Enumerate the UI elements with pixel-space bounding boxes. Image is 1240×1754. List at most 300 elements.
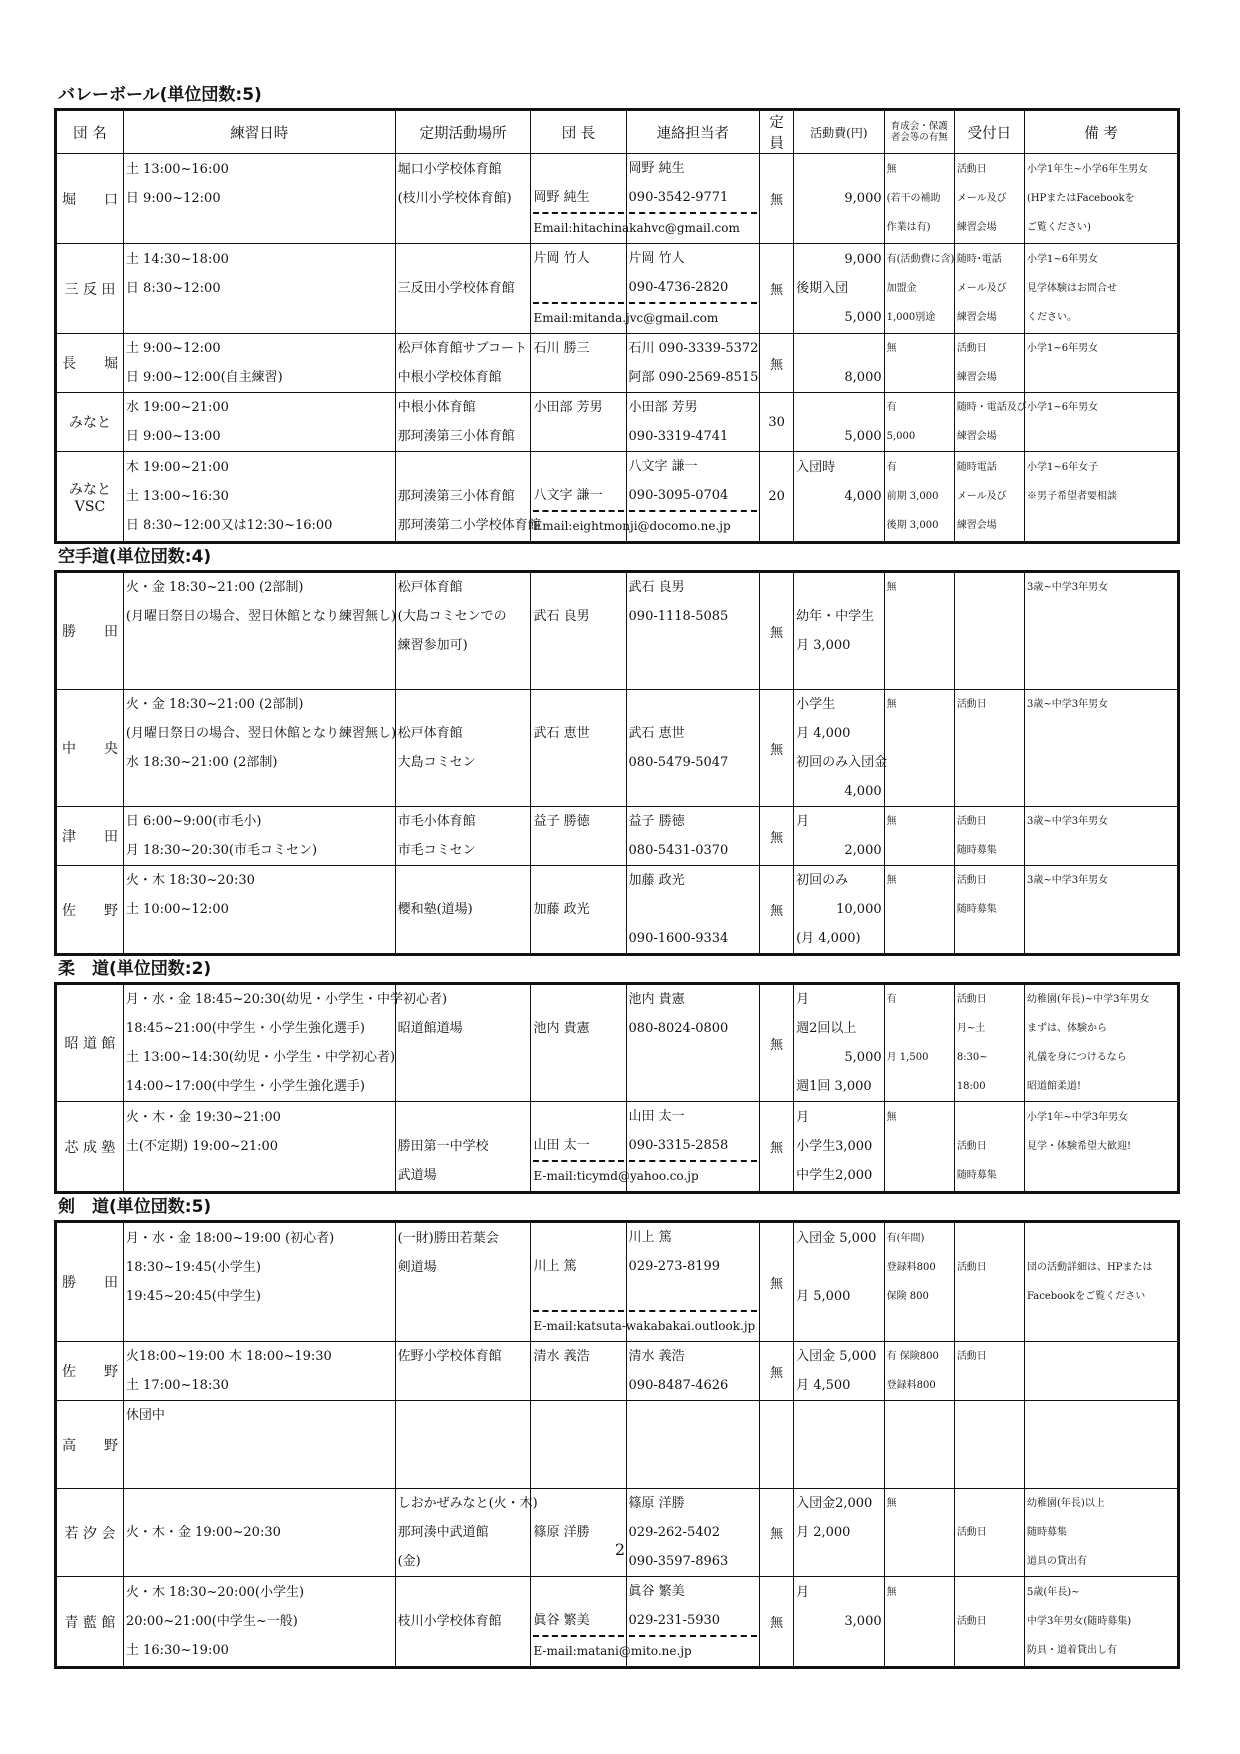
cell-line: 礼儀を身につけるなら bbox=[1027, 1052, 1127, 1063]
cell-line: 水 18:30~21:00 (2部制) bbox=[125, 755, 278, 770]
cell-line: 14:00~17:00(中学生・小学生強化選手) bbox=[125, 1079, 365, 1094]
cell-line: 後期 3,000 bbox=[886, 520, 939, 531]
cell-line: 090-4736-2820 bbox=[629, 273, 758, 304]
cell-schedule bbox=[123, 572, 395, 690]
cell-line bbox=[1027, 1430, 1175, 1459]
cell-line bbox=[398, 1578, 529, 1607]
cell-line: 有 bbox=[886, 402, 897, 413]
cell-line bbox=[887, 1014, 952, 1043]
cell-schedule bbox=[123, 690, 395, 807]
cell-line: 029-273-8199 bbox=[628, 1259, 721, 1274]
cell-place bbox=[395, 244, 531, 334]
cell-line: 有(年間) bbox=[886, 1233, 925, 1244]
cell-line bbox=[1027, 719, 1175, 748]
cell-line: 20:00~21:00(中学生~一般) bbox=[125, 1614, 298, 1629]
cell-line: 10,000 bbox=[836, 902, 882, 917]
cell-line: 土(不定期) 19:00~21:00 bbox=[125, 1139, 279, 1154]
cell-reception bbox=[954, 244, 1024, 334]
cell-line bbox=[629, 1281, 758, 1312]
header-cell: 定員 bbox=[760, 110, 794, 154]
cell-line bbox=[398, 1401, 529, 1430]
cell-line: 3,000 bbox=[844, 1614, 882, 1629]
cell-assoc bbox=[884, 1102, 954, 1193]
cell-notes bbox=[1025, 452, 1179, 543]
cell-line: 随時募集 bbox=[956, 1170, 997, 1181]
cell-line: 幼稚園(年長)~中学3年男女 bbox=[1027, 994, 1150, 1005]
cell-reception bbox=[954, 866, 1024, 955]
cell-line: 随時･電話 bbox=[956, 254, 1002, 265]
cell-line: 無 bbox=[886, 699, 897, 710]
cell-line bbox=[533, 1637, 692, 1666]
cell-line bbox=[796, 573, 882, 602]
cell-line: 防具・道着貸出し有 bbox=[1027, 1645, 1117, 1656]
cell-name: 佐 野 bbox=[56, 1342, 124, 1401]
email-text: E-mail:matani@mito.ne.jp bbox=[533, 1644, 692, 1658]
cell-line bbox=[1027, 777, 1175, 806]
cell-assoc bbox=[884, 572, 954, 690]
cell-line bbox=[126, 303, 393, 332]
cell-line: 月 bbox=[796, 1585, 810, 1600]
cell-capacity: 無 bbox=[760, 1577, 794, 1668]
cell-line: 剣道場 bbox=[397, 1260, 437, 1275]
cell-line bbox=[533, 452, 623, 481]
cell-place bbox=[395, 452, 541, 543]
cell-line: 無 bbox=[886, 343, 897, 354]
cell-name: 昭 道 館 bbox=[56, 984, 124, 1102]
cell-line bbox=[957, 1103, 1022, 1132]
cell-line: 週2回以上 bbox=[796, 1021, 857, 1036]
cell-line bbox=[398, 660, 529, 689]
cell-line bbox=[629, 1459, 758, 1488]
cell-line bbox=[887, 1636, 952, 1665]
cell-line: (一財)勝田若葉会 bbox=[397, 1231, 499, 1246]
cell-line: (金) bbox=[397, 1554, 421, 1569]
cell-line bbox=[1027, 1371, 1175, 1400]
cell-line: 中学3年男女(随時募集) bbox=[1027, 1616, 1132, 1627]
cell-line: 練習会場 bbox=[956, 431, 997, 442]
data-table bbox=[54, 1220, 1180, 1669]
cell-line bbox=[957, 719, 1022, 748]
cell-line: 5,000 bbox=[886, 431, 916, 442]
cell-line bbox=[1027, 895, 1175, 924]
header-cell: 活動費(円) bbox=[794, 110, 885, 154]
table-row bbox=[56, 984, 1179, 1102]
cell-line: 松戸体育館 bbox=[397, 726, 463, 741]
cell-line bbox=[629, 690, 758, 719]
cell-line: 火・木 18:30~20:00(小学生) bbox=[125, 1585, 305, 1600]
table-row bbox=[56, 690, 1179, 807]
cell-notes bbox=[1025, 1489, 1179, 1577]
cell-place bbox=[395, 1489, 538, 1577]
cell-line: (月曜日祭日の場合、翌日休館となり練習無し) bbox=[125, 609, 397, 624]
cell-line: 日 9:00~12:00(自主練習) bbox=[125, 370, 283, 385]
cell-assoc bbox=[884, 154, 954, 244]
cell-line bbox=[957, 1430, 1022, 1459]
cell-line bbox=[887, 777, 952, 806]
cell-line bbox=[887, 895, 952, 924]
cell-name: 芯 成 塾 bbox=[56, 1102, 124, 1193]
cell-line: 18:45~21:00(中学生・小学生強化選手) bbox=[125, 1021, 365, 1036]
cell-line: 練習会場 bbox=[956, 312, 997, 323]
cell-line: 武石 恵世 bbox=[533, 726, 590, 741]
cell-line bbox=[1027, 602, 1175, 631]
cell-line: 加盟金 bbox=[886, 283, 917, 294]
table-row bbox=[56, 1401, 1179, 1489]
cell-line bbox=[957, 1459, 1022, 1488]
cell-line bbox=[796, 1253, 882, 1282]
section-title: 柔 道(単位団数:2) bbox=[58, 959, 212, 979]
cell-line: 無 bbox=[886, 582, 897, 593]
cell-notes bbox=[1025, 334, 1179, 393]
cell-line: 枝川小学校体育館 bbox=[397, 1614, 502, 1629]
cell-reception bbox=[954, 154, 1024, 244]
cell-fee bbox=[794, 1102, 885, 1193]
cell-line: 土 9:00~12:00 bbox=[125, 341, 221, 356]
header-cell: 団 名 bbox=[56, 110, 124, 154]
cell-reception bbox=[954, 452, 1024, 543]
cell-line bbox=[398, 1430, 529, 1459]
cell-fee bbox=[794, 1401, 885, 1489]
cell-line: 練習会場 bbox=[956, 372, 997, 383]
table-row bbox=[56, 807, 1179, 866]
cell-line: 土 17:00~18:30 bbox=[125, 1378, 229, 1393]
cell-place bbox=[395, 1342, 531, 1401]
cell-line: 090-3597-8963 bbox=[628, 1554, 729, 1569]
cell-line: 市毛コミセン bbox=[397, 843, 476, 858]
cell-line bbox=[957, 1224, 1022, 1253]
cell-line: 初回のみ入団金 bbox=[796, 755, 888, 770]
table-row bbox=[56, 866, 1179, 955]
cell-line bbox=[126, 1430, 393, 1459]
cell-line: 小学1~6年女子 bbox=[1027, 462, 1099, 473]
cell-line bbox=[533, 1459, 623, 1488]
header-cell: 団 長 bbox=[531, 110, 626, 154]
cell-assoc bbox=[884, 1577, 954, 1668]
cell-capacity: 無 bbox=[760, 334, 794, 393]
cell-line: 火・木 18:30~20:30 bbox=[125, 873, 255, 888]
cell-line bbox=[126, 777, 393, 806]
cell-line bbox=[398, 1371, 529, 1400]
cell-line: 石川 勝三 bbox=[533, 341, 590, 356]
cell-line: メール及び bbox=[956, 491, 1007, 502]
cell-line: 無 bbox=[886, 875, 897, 886]
cell-line: ご覧ください) bbox=[1027, 222, 1091, 233]
table-row bbox=[56, 1102, 1179, 1193]
cell-line bbox=[533, 512, 731, 541]
cell-line bbox=[398, 866, 529, 895]
cell-line: 活動日 bbox=[956, 699, 987, 710]
cell-leader bbox=[531, 984, 626, 1102]
cell-capacity: 無 bbox=[760, 1102, 794, 1193]
cell-notes bbox=[1025, 690, 1179, 807]
cell-notes bbox=[1025, 1342, 1179, 1401]
cell-line: 小学生 bbox=[796, 697, 836, 712]
cell-line bbox=[533, 422, 623, 451]
cell-line bbox=[887, 836, 952, 865]
cell-line: 団の活動詳細は、HPまたは bbox=[1027, 1262, 1153, 1273]
cell-line: しおかぜみなと(火・木) bbox=[397, 1496, 538, 1511]
cell-line: 2,000 bbox=[844, 843, 882, 858]
cell-line bbox=[887, 1311, 952, 1340]
cell-reception bbox=[954, 334, 1024, 393]
cell-line: 随時募集 bbox=[956, 845, 997, 856]
cell-line bbox=[398, 1282, 529, 1311]
cell-line: 土 13:00~16:00 bbox=[125, 162, 229, 177]
cell-line: 小学1~6年男女 bbox=[1027, 402, 1099, 413]
cell-line: 三反田小学校体育館 bbox=[397, 281, 515, 296]
cell-line bbox=[957, 1636, 1022, 1665]
cell-line: 中根小体育館 bbox=[397, 400, 476, 415]
cell-line bbox=[796, 1636, 882, 1665]
cell-line: 月~土 bbox=[956, 1023, 986, 1034]
data-table bbox=[54, 108, 1180, 544]
cell-line: Facebookをご覧ください bbox=[1027, 1291, 1146, 1302]
cell-line bbox=[796, 1430, 882, 1459]
cell-line: 活動日 bbox=[956, 343, 987, 354]
cell-place bbox=[395, 154, 531, 244]
cell-name: 三 反 田 bbox=[56, 244, 124, 334]
cell-line: (大島コミセンでの bbox=[397, 609, 507, 624]
cell-line: 月 bbox=[796, 814, 810, 829]
cell-line: 加藤 政光 bbox=[628, 873, 685, 888]
cell-line bbox=[398, 245, 529, 274]
cell-line: 保険 800 bbox=[886, 1291, 929, 1302]
cell-line bbox=[629, 777, 758, 806]
cell-line: 土 13:00~16:30 bbox=[125, 489, 229, 504]
cell-contact bbox=[626, 690, 760, 807]
cell-line: 昭道館道場 bbox=[397, 1021, 463, 1036]
cell-line: 小学1年生~小学6年生男女 bbox=[1027, 164, 1149, 175]
data-table bbox=[54, 982, 1180, 1194]
cell-line bbox=[887, 602, 952, 631]
cell-line: 川上 篤 bbox=[628, 1230, 672, 1245]
cell-line: 5,000 bbox=[844, 429, 882, 444]
cell-line bbox=[398, 1459, 529, 1488]
cell-line: 那珂湊第三小体育館 bbox=[397, 429, 515, 444]
cell-reception bbox=[954, 807, 1024, 866]
cell-line bbox=[1027, 1161, 1175, 1190]
cell-line: 小田部 芳男 bbox=[628, 400, 698, 415]
cell-line: 3歳~中学3年男女 bbox=[1027, 816, 1109, 827]
cell-schedule bbox=[123, 154, 395, 244]
cell-line bbox=[398, 1311, 529, 1340]
cell-line: 中学生2,000 bbox=[796, 1168, 873, 1183]
cell-notes bbox=[1025, 393, 1179, 452]
cell-line bbox=[887, 924, 952, 953]
cell-line: 火18:00~19:00 木 18:00~19:30 bbox=[125, 1349, 332, 1364]
cell-place bbox=[395, 572, 531, 690]
cell-line: 入団金 5,000 bbox=[796, 1231, 877, 1246]
cell-place bbox=[395, 1222, 531, 1342]
cell-name: みなと bbox=[56, 393, 124, 452]
cell-line: 片岡 竹人 bbox=[533, 251, 590, 266]
cell-line: 有 保険800 bbox=[886, 1351, 939, 1362]
cell-line: メール及び bbox=[956, 193, 1007, 204]
cell-line bbox=[887, 1072, 952, 1101]
cell-assoc bbox=[884, 334, 954, 393]
cell-leader bbox=[531, 1342, 626, 1401]
cell-line bbox=[533, 985, 623, 1014]
cell-line: 8:30~ bbox=[956, 1052, 988, 1063]
cell-line: 活動日 bbox=[956, 1616, 987, 1627]
cell-line: 益子 勝徳 bbox=[628, 814, 685, 829]
cell-line bbox=[533, 1043, 623, 1072]
cell-line: 1,000別途 bbox=[886, 312, 936, 323]
cell-line bbox=[1027, 748, 1175, 777]
cell-line: 登録料800 bbox=[886, 1380, 936, 1391]
cell-line: 日 6:00~9:00(市毛小) bbox=[125, 814, 262, 829]
cell-line: 小田部 芳男 bbox=[533, 400, 603, 415]
table-row bbox=[56, 244, 1179, 334]
cell-line: 武石 恵世 bbox=[628, 726, 685, 741]
cell-line: 石川 090-3339-5372 bbox=[628, 341, 759, 356]
cell-line: 木 19:00~21:00 bbox=[125, 460, 229, 475]
cell-line: 3歳~中学3年男女 bbox=[1027, 875, 1109, 886]
cell-line bbox=[887, 1161, 952, 1190]
header-cell: 定期活動場所 bbox=[395, 110, 531, 154]
cell-line: 山田 太一 bbox=[628, 1109, 685, 1124]
cell-line: 随時募集 bbox=[1027, 1527, 1067, 1538]
cell-line: 090-3319-4741 bbox=[628, 429, 729, 444]
cell-line: 幼年・中学生 bbox=[796, 609, 875, 624]
header-cell: 受付日 bbox=[954, 110, 1024, 154]
table-row bbox=[56, 452, 1179, 543]
section-title: バレーボール(単位団数:5) bbox=[58, 85, 262, 105]
cell-line: 無 bbox=[886, 164, 897, 175]
cell-schedule bbox=[123, 393, 395, 452]
cell-line bbox=[533, 1401, 623, 1430]
cell-line bbox=[629, 1043, 758, 1072]
cell-line: 19:45~20:45(中学生) bbox=[125, 1289, 261, 1304]
cell-contact bbox=[626, 866, 760, 955]
cell-line: 池内 貴憲 bbox=[628, 992, 685, 1007]
cell-line: 勝田第一中学校 bbox=[397, 1139, 489, 1154]
cell-line bbox=[957, 748, 1022, 777]
cell-line: 益子 勝徳 bbox=[533, 814, 590, 829]
cell-line bbox=[1027, 1311, 1175, 1340]
cell-line: 090-3095-0704 bbox=[629, 481, 758, 512]
cell-line: 活動日 bbox=[956, 164, 987, 175]
cell-line: 週1回 3,000 bbox=[796, 1079, 872, 1094]
cell-contact bbox=[626, 984, 760, 1102]
cell-line bbox=[957, 631, 1022, 660]
cell-reception bbox=[954, 1489, 1024, 1577]
cell-leader bbox=[531, 1401, 626, 1489]
cell-line bbox=[796, 1459, 882, 1488]
cell-line bbox=[126, 631, 393, 660]
cell-fee bbox=[794, 244, 885, 334]
cell-line: 090-1118-5085 bbox=[628, 609, 729, 624]
cell-line: まずは、体験から bbox=[1027, 1023, 1107, 1034]
cell-assoc bbox=[884, 1401, 954, 1489]
email-text: E-mail:katsuta-wakabakai.outlook.jp bbox=[533, 1319, 756, 1333]
cell-line bbox=[398, 690, 529, 719]
cell-place bbox=[395, 1577, 531, 1668]
cell-line: 八文字 謙一 bbox=[533, 481, 623, 512]
cell-line: 武石 良男 bbox=[533, 609, 590, 624]
cell-place bbox=[395, 334, 531, 393]
cell-line bbox=[887, 748, 952, 777]
cell-line bbox=[887, 363, 952, 392]
email-text: Email:eightmonji@docomo.ne.jp bbox=[533, 519, 731, 533]
cell-reception bbox=[954, 1222, 1024, 1342]
cell-line: メール及び bbox=[956, 283, 1007, 294]
cell-assoc bbox=[884, 807, 954, 866]
cell-capacity: 30 bbox=[760, 393, 794, 452]
cell-notes bbox=[1025, 244, 1179, 334]
cell-line bbox=[1027, 1224, 1175, 1253]
cell-line bbox=[1027, 363, 1175, 392]
cell-line: 月 bbox=[796, 992, 810, 1007]
cell-fee bbox=[794, 572, 885, 690]
cell-line: 那珂湊第二小学校体育館 bbox=[397, 518, 541, 533]
cell-line bbox=[887, 1401, 952, 1430]
cell-line: 活動日 bbox=[956, 1262, 987, 1273]
cell-line: 加藤 政光 bbox=[533, 902, 590, 917]
cell-contact bbox=[626, 334, 760, 393]
cell-schedule bbox=[123, 452, 395, 543]
cell-place bbox=[395, 690, 531, 807]
cell-line: (枝川小学校体育館) bbox=[397, 191, 512, 206]
cell-line bbox=[629, 1401, 758, 1430]
cell-line bbox=[1027, 1459, 1175, 1488]
cell-line bbox=[126, 924, 393, 953]
cell-line: 昭道館柔道! bbox=[1027, 1081, 1082, 1092]
cell-line: 活動日 bbox=[956, 1351, 987, 1362]
cell-reception bbox=[954, 984, 1024, 1102]
cell-reception bbox=[954, 690, 1024, 807]
cell-line: 大島コミセン bbox=[397, 755, 476, 770]
cell-line: 作業は有) bbox=[886, 222, 931, 233]
cell-notes bbox=[1025, 1102, 1179, 1193]
cell-line: 029-231-5930 bbox=[629, 1606, 758, 1637]
cell-line bbox=[887, 1459, 952, 1488]
cell-line bbox=[887, 1607, 952, 1636]
cell-line bbox=[533, 1072, 623, 1101]
cell-line bbox=[796, 511, 882, 540]
email-text: Email:hitachinakahvc@gmail.com bbox=[533, 221, 740, 235]
header-cell: 練習日時 bbox=[123, 110, 395, 154]
cell-line bbox=[533, 924, 623, 953]
cell-line: 活動日 bbox=[956, 1527, 987, 1538]
cell-line bbox=[398, 453, 529, 482]
cell-name: 中 央 bbox=[56, 690, 124, 807]
cell-line: 武石 良男 bbox=[628, 580, 685, 595]
cell-line: 活動日 bbox=[956, 994, 987, 1005]
cell-line: 見学体験はお問合せ bbox=[1027, 283, 1117, 294]
cell-line: 篠原 洋勝 bbox=[628, 1496, 685, 1511]
cell-line: (月曜日祭日の場合、翌日休館となり練習無し) bbox=[125, 726, 397, 741]
cell-line: 阿部 090-2569-8515 bbox=[628, 370, 759, 385]
cell-line: 月・水・金 18:45~20:30(幼児・小学生・中学初心者) bbox=[125, 992, 448, 1007]
cell-name: 若 汐 会 bbox=[56, 1489, 124, 1577]
cell-line: 見学・体験希望大歓迎! bbox=[1027, 1141, 1132, 1152]
cell-line: 日 8:30~12:00又は12:30~16:00 bbox=[125, 518, 333, 533]
cell-line: 池内 貴憲 bbox=[533, 1021, 590, 1036]
cell-line bbox=[1027, 1342, 1175, 1371]
cell-line bbox=[533, 273, 623, 304]
cell-line: 無 bbox=[886, 1498, 897, 1509]
cell-line: 日 8:30~12:00 bbox=[125, 281, 221, 296]
cell-line bbox=[796, 1311, 882, 1340]
cell-line: 活動日 bbox=[956, 875, 987, 886]
cell-line bbox=[398, 1072, 529, 1101]
cell-line: 月 18:30~20:30(市毛コミセン) bbox=[125, 843, 318, 858]
cell-line bbox=[533, 866, 623, 895]
cell-line bbox=[398, 777, 529, 806]
cell-reception bbox=[954, 1342, 1024, 1401]
cell-line: 初回のみ bbox=[796, 873, 849, 888]
